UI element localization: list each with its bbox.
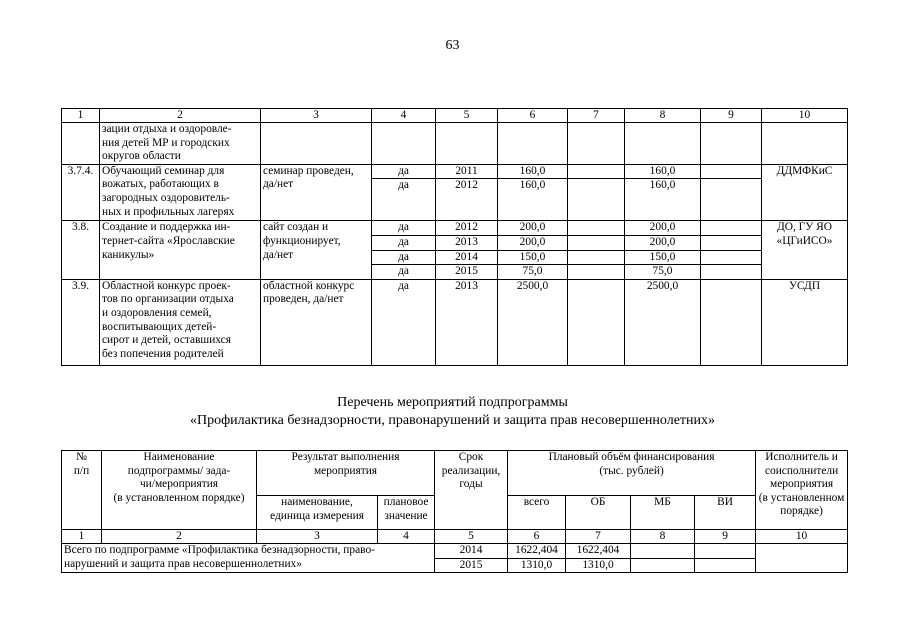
column-numbers-row — [62, 530, 848, 544]
total-amount: 2500,0 — [498, 279, 568, 365]
header-ob: ОБ — [566, 496, 631, 530]
col-number: 7 — [566, 530, 631, 544]
total-row — [62, 544, 848, 559]
col-number: 5 — [436, 109, 498, 123]
activity-name: зации отдыха и оздоровле- ния детей МР и городских округов области — [100, 123, 261, 165]
ob-amount: 1310,0 — [566, 558, 631, 573]
activity-number: 3.8. — [62, 221, 100, 279]
col-number: 2 — [102, 530, 257, 544]
plan-value: да — [372, 164, 436, 179]
total-amount: 160,0 — [498, 179, 568, 221]
col-number: 10 — [756, 530, 848, 544]
col-number: 2 — [100, 109, 261, 123]
col-number: 9 — [695, 530, 756, 544]
activity-name: Создание и поддержка ин- тернет-сайта «Ярославские каникулы» — [100, 221, 261, 279]
col-number: 4 — [378, 530, 435, 544]
header-name: Наименование подпрограммы/ зада- чи/мероприятия (в установленном порядке) — [102, 451, 257, 530]
year: 2012 — [436, 221, 498, 236]
plan-value: да — [372, 235, 436, 250]
header-total: всего — [508, 496, 566, 530]
header-executor: Исполнитель и соисполнители мероприятия (в установленном порядке) — [756, 451, 848, 530]
col-number: 8 — [631, 530, 695, 544]
col-number: 7 — [568, 109, 625, 123]
executor: УСДП — [762, 279, 848, 365]
activity-name: Обучающий семинар для вожатых, работающих в загородных оздоровитель- ных и профильных лагерях — [100, 164, 261, 221]
total-amount: 200,0 — [498, 235, 568, 250]
ob-amount: 2500,0 — [625, 279, 701, 365]
activity-number: 3.7.4. — [62, 164, 100, 221]
year: 2015 — [436, 265, 498, 280]
ob-amount: 75,0 — [625, 265, 701, 280]
col-number: 6 — [508, 530, 566, 544]
header-result-plan: плановое значение — [378, 496, 435, 530]
col-number: 9 — [701, 109, 762, 123]
header-finance: Плановый объём финансирования (тыс. рублей) — [508, 451, 756, 496]
total-amount: 1622,404 — [508, 544, 566, 559]
header-result: Результат выполнения мероприятия — [257, 451, 435, 496]
subprogram-table — [61, 450, 848, 573]
col-number: 5 — [435, 530, 508, 544]
total-amount: 75,0 — [498, 265, 568, 280]
col-number: 1 — [62, 530, 102, 544]
total-amount: 150,0 — [498, 250, 568, 265]
ob-amount: 160,0 — [625, 164, 701, 179]
table-row — [62, 164, 848, 179]
plan-value: да — [372, 250, 436, 265]
plan-value: да — [372, 179, 436, 221]
executor: ДО, ГУ ЯО «ЦГиИСО» — [762, 221, 848, 279]
activity-result: семинар проведен, да/нет — [261, 164, 372, 221]
header-number: № п/п — [62, 451, 102, 530]
col-number: 3 — [261, 109, 372, 123]
ob-amount: 1622,404 — [566, 544, 631, 559]
section-title-line1: Перечень мероприятий подпрограммы — [337, 395, 568, 410]
total-year: 2015 — [435, 558, 508, 573]
total-amount: 200,0 — [498, 221, 568, 236]
col-number: 8 — [625, 109, 701, 123]
ob-amount: 150,0 — [625, 250, 701, 265]
activity-result: областной конкурс проведен, да/нет — [261, 279, 372, 365]
total-year: 2014 — [435, 544, 508, 559]
total-amount: 160,0 — [498, 164, 568, 179]
header-result-name: наименование, единица измерения — [257, 496, 378, 530]
year: 2011 — [436, 164, 498, 179]
total-amount: 1310,0 — [508, 558, 566, 573]
year: 2013 — [436, 235, 498, 250]
col-number: 1 — [62, 109, 100, 123]
col-number: 10 — [762, 109, 848, 123]
ob-amount: 200,0 — [625, 235, 701, 250]
executor: ДДМФКиС — [762, 164, 848, 221]
header-term: Срок реализации, годы — [435, 451, 508, 530]
col-number: 6 — [498, 109, 568, 123]
year: 2012 — [436, 179, 498, 221]
header-mb: МБ — [631, 496, 695, 530]
total-label: Всего по подпрограмме «Профилактика безнадзорности, право- нарушений и защита прав несовершеннолетних» — [62, 544, 435, 573]
section-title-line2: «Профилактика безнадзорности, правонарушений и защита прав несовершеннолетних» — [189, 413, 716, 428]
column-numbers-row — [62, 109, 848, 123]
ob-amount: 160,0 — [625, 179, 701, 221]
activities-table-continued — [61, 108, 848, 366]
header-vi: ВИ — [695, 496, 756, 530]
plan-value: да — [372, 279, 436, 365]
activity-result: сайт создан и функционирует, да/нет — [261, 221, 372, 279]
col-number: 3 — [257, 530, 378, 544]
table-row — [62, 221, 848, 236]
activity-number: 3.9. — [62, 279, 100, 365]
year: 2014 — [436, 250, 498, 265]
plan-value: да — [372, 221, 436, 236]
header-row — [62, 451, 848, 496]
table-row — [62, 279, 848, 365]
plan-value: да — [372, 265, 436, 280]
year: 2013 — [436, 279, 498, 365]
col-number: 4 — [372, 109, 436, 123]
activity-name: Областной конкурс проек- тов по организации отдыха и оздоровления семей, воспитывающих детей- сирот и детей, оставшихся без попечения родителей — [100, 279, 261, 365]
ob-amount: 200,0 — [625, 221, 701, 236]
table-row-continued — [62, 123, 848, 165]
page-number: 63 — [445, 38, 460, 53]
